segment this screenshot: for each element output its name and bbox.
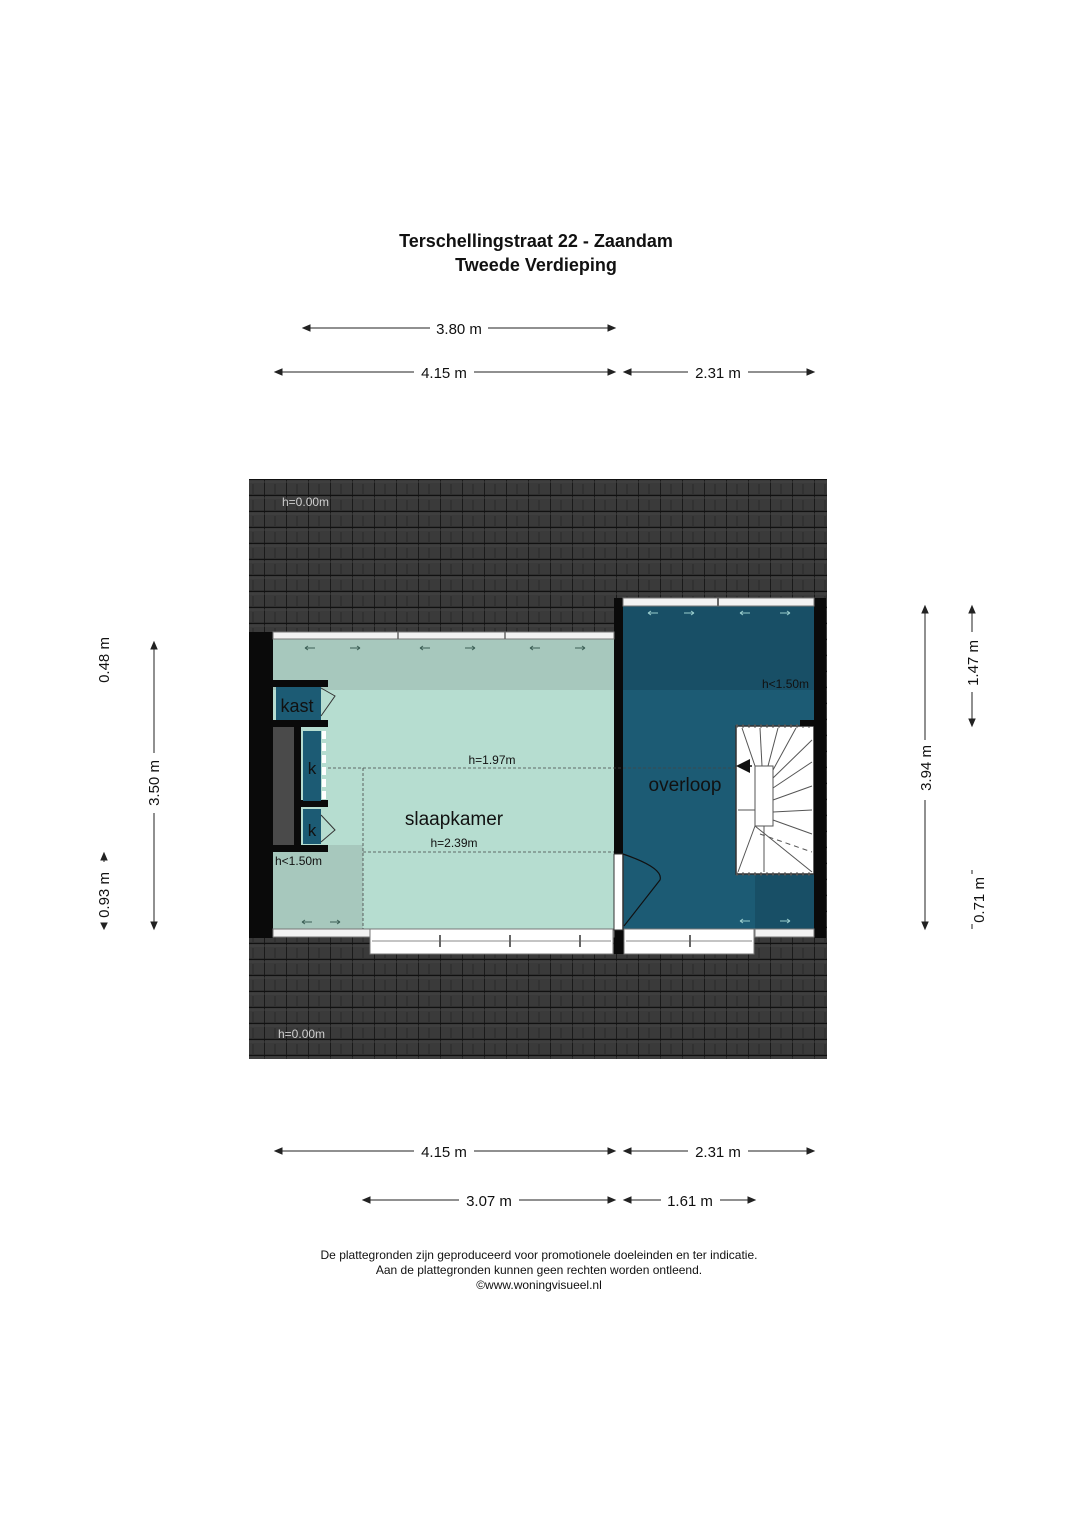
chimney-block [273, 727, 294, 845]
label-k-upper: k [307, 759, 317, 778]
dim-right-main: 3.94 m [918, 745, 935, 791]
label-bedroom-239: h=2.39m [430, 836, 478, 850]
address-title: Terschellingstraat 22 - Zaandam [399, 231, 673, 251]
disclaimer-line-2: Aan de plattegronden kunnen geen rechten worden ontleend. [375, 1263, 703, 1277]
label-roof-bottom-height: h=0.00m [278, 1027, 326, 1041]
label-overloop: overloop [648, 775, 722, 796]
dim-bottom-inner-left: 3.07 m [466, 1193, 512, 1210]
dim-left-top: 0.48 m [96, 637, 113, 683]
dim-left-bottom: 0.93 m [96, 872, 113, 918]
label-kast: kast [280, 696, 314, 716]
dim-bottom-inner-right: 1.61 m [667, 1193, 713, 1210]
dim-bottom-right: 2.31 m [695, 1144, 741, 1161]
dim-top-right: 2.31 m [695, 365, 741, 382]
disclaimer-line-1: De plattegronden zijn geproduceerd voor promotionele doeleinden en ter indicatie. [320, 1248, 758, 1262]
label-bedroom-197: h=1.97m [468, 753, 516, 767]
dim-right-bottom: 0.71 m [971, 877, 988, 923]
staircase [736, 726, 814, 874]
copyright-line: ©www.woningvisueel.nl [476, 1278, 602, 1292]
label-bedroom-low: h<1.50m [275, 854, 323, 868]
label-overloop-low: h<1.50m [762, 677, 810, 691]
label-roof-top-height: h=0.00m [282, 495, 330, 509]
label-slaapkamer: slaapkamer [404, 809, 504, 830]
label-k-lower: k [307, 821, 317, 840]
dim-top-left: 4.15 m [421, 365, 467, 382]
dim-right-top: 1.47 m [965, 640, 982, 686]
floor-title: Tweede Verdieping [455, 255, 617, 275]
dim-left-main: 3.50 m [146, 760, 163, 806]
dim-bottom-left: 4.15 m [421, 1144, 467, 1161]
dim-top-overall: 3.80 m [436, 321, 482, 338]
